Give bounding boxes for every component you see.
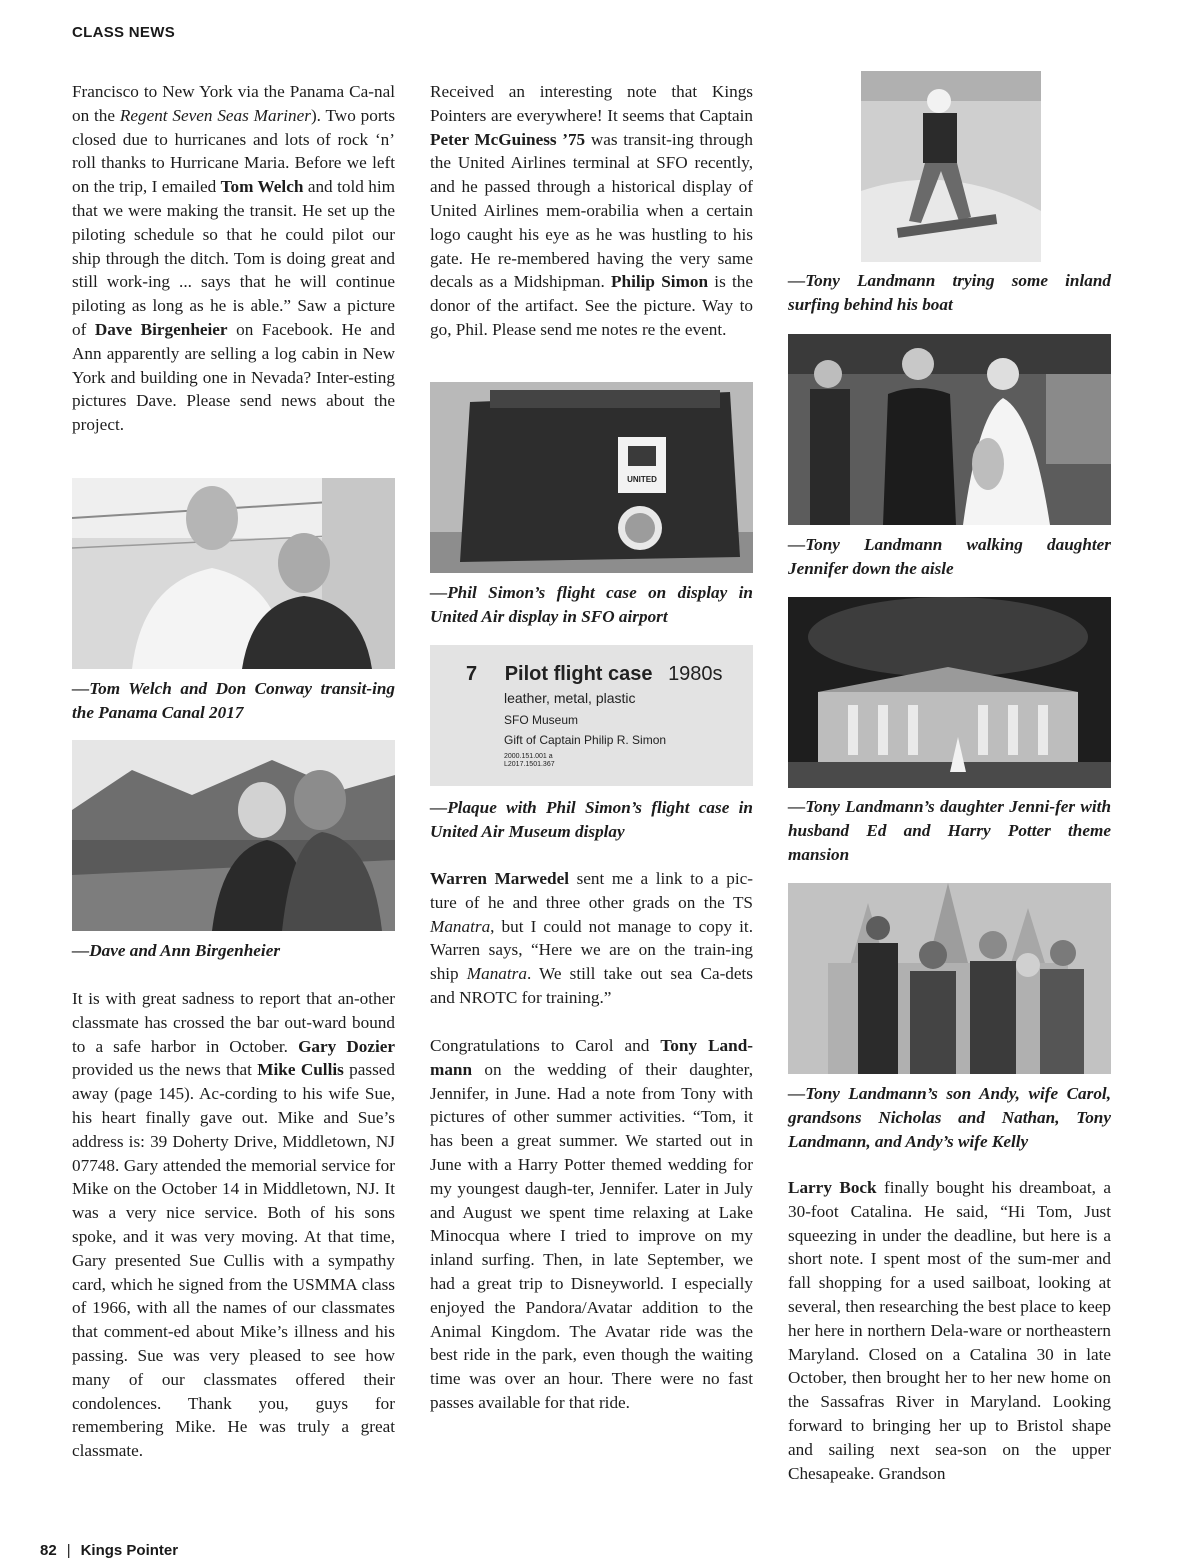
caption-plaque-block (430, 796, 753, 844)
article-paragraph (788, 1176, 1111, 1485)
page-number: 82 (40, 1542, 57, 1559)
photo-plaque (430, 645, 753, 786)
text-run: and told him that we were making the transit. He set up the piloting schedule so that he could pilot our ship through the ditch. Tom is doing great and still work-ing ... says that he will continue piloting as long as he is able.” Saw a picture of (72, 177, 395, 339)
caption-mansion-block (788, 795, 1111, 866)
article-paragraph (72, 80, 395, 437)
caption-family-disney-block (788, 1082, 1111, 1153)
photo-inland-surfing (861, 71, 1041, 262)
caption-birgenheier-block (72, 939, 395, 963)
plaque-id-1: 2000.151.001 a (504, 753, 553, 760)
photo-caption: —Tony Landmann’s daughter Jenni-fer with husband Ed and Harry Potter theme mansion (788, 797, 1111, 864)
photo-caption: —Dave and Ann Birgenheier (72, 941, 281, 960)
text-run: Francisco to New York via the Panama Ca-nal on the (72, 82, 395, 125)
photo-welch-conway (72, 478, 395, 669)
text-run: . We still take out sea Ca-dets and NROTC for training.” (430, 964, 753, 1007)
article-paragraph (430, 867, 753, 1010)
bold-name: Tony Land-mann (430, 1036, 753, 1079)
italic-title: Manatra (430, 916, 491, 936)
text-run: ). Two ports closed due to hurricanes and lots of rock ‘n’ roll thanks to Hurricane Maria. Before we left on the trip, I emailed (72, 105, 396, 197)
column-2-lower (430, 1034, 753, 1415)
photo-caption: —Tony Landmann trying some inland surfing behind his boat (788, 271, 1111, 314)
article-paragraph (72, 987, 395, 1463)
text-run: Congratulations to Carol and (430, 1036, 661, 1055)
text-run: passed away (page 145). Ac-cording to his wife Sue, his heart finally gave out. Mike and Sue’s address is: 39 Doherty Drive, Middletown, NJ 07748. Gary attended the memorial service for Mike on the October 14 in Middletown, NJ. It was a very nice service. Both of his sons spoke, and it was very moving. At that time, Gary presented Sue Cullis with a sympathy card, which he signed from the USMMA class of 1966, with all the names of our classmates that comment-ed about Mike’s illness and his passing. Sue was very pleased to see how many of our classmates offered their condolences. Thank you, guys for remembering Mike. He was truly a great classmate. (72, 1060, 395, 1461)
bold-name: Gary Dozier (298, 1036, 395, 1056)
column-1 (72, 80, 395, 437)
plaque-gift: Gift of Captain Philip R. Simon (504, 733, 667, 747)
photo-caption: —Phil Simon’s flight case on display in United Air display in SFO airport (430, 583, 753, 626)
bold-name: Warren Marwedel (430, 869, 570, 888)
text-run: was transit-ing through the United Airlines terminal at SFO recently, and he passed through a historical display of United Airlines mem-orabilia when a certain logo caught his eye as he was hustling to his gate. He re-membered having the very same decals as a Midshipman. (430, 129, 753, 292)
text-run: is the donor of the artifact. See the picture. Way to go, Phil. Please send me notes re the event. (430, 272, 753, 339)
text-run: on Facebook. He and Ann apparently are selling a log cabin in New York and building one in Nevada? Inter-esting pictures Dave. Please send news about the project. (72, 319, 395, 435)
article-paragraph (430, 1034, 753, 1415)
photo-caption: —Tom Welch and Don Conway transit-ing the Panama Canal 2017 (72, 679, 395, 722)
plaque-materials: leather, metal, plastic (504, 690, 636, 706)
plaque-year: 1980s (668, 663, 723, 685)
bold-name: Mike Cullis (257, 1060, 344, 1080)
bold-name: Tom Welch (220, 177, 304, 197)
photo-birgenheier (72, 740, 395, 931)
plaque-title: Pilot flight case (504, 663, 653, 685)
united-decal-text: UNITED (627, 475, 657, 484)
bold-name: Larry Bock (788, 1178, 877, 1197)
photo-wedding-aisle (788, 334, 1111, 525)
column-3-lower (788, 1176, 1111, 1485)
column-2 (430, 80, 753, 342)
text-run: Received an interesting note that Kings Pointers are everywhere! It seems that Captain (430, 82, 753, 125)
photo-caption: —Tony Landmann’s son Andy, wife Carol, grandsons Nicholas and Nathan, Tony Landmann, and Andy’s wife Kelly (788, 1084, 1111, 1151)
text-run: finally bought his dreamboat, a 30-foot Catalina. He said, “Hi Tom, Just squeezing in under the deadline, but here is a short note. I spent most of the sum-mer and fall shopping for a used sailboat, looking at several, then researching the best place to keep her here in northern Dela-ware or northeastern Maryland. Closed on a Catalina 30 in late October, then brought her to her new home on the Sassafras River in Maryland. Looking forward to bringing her up to Bristol shape and sailing next sea-son on the upper Chesapeake. Grandson (788, 1178, 1111, 1483)
bold-name: Dave Birgenheier (94, 319, 228, 339)
photo-caption: —Tony Landmann walking daughter Jennifer down the aisle (788, 535, 1111, 578)
column-2-middle (430, 867, 753, 1010)
page-footer (40, 1542, 178, 1559)
caption-welch-conway-block (72, 677, 395, 725)
italic-title: Manatra (466, 964, 527, 984)
photo-caption: —Plaque with Phil Simon’s flight case in United Air Museum display (430, 798, 753, 841)
column-1-lower (72, 987, 395, 1463)
text-run: on the wedding of their daughter, Jennifer, in June. Had a note from Tony with pictures of other summer activities. “Tom, it has been a great summer. We started out in June with a Harry Potter themed wedding for my youngest daugh-ter, Jennifer. Later in July and August we spent time relaxing at Lake Minocqua where I tried to improve on my inland surfing. Then, in late September, we had a great trip to Disneyworld. I especially enjoyed the Pandora/Avatar addition to the Animal Kingdom. The Avatar ride was the best ride in the park, even though the waiting time was over an hour. There were no fast passes available for that ride. (430, 1059, 753, 1412)
publication-name: Kings Pointer (80, 1542, 179, 1559)
text-run: , but I could not manage to copy it. Warren says, “Here we are on the train-ing ship (430, 916, 753, 984)
plaque-id-2: L2017.1501.367 (504, 761, 555, 768)
caption-wedding-aisle-block (788, 533, 1111, 581)
section-header: CLASS NEWS (72, 24, 176, 41)
text-run: sent me a link to a pic-ture of he and three other grads on the TS (430, 869, 753, 912)
plaque-number: 7 (466, 663, 478, 685)
photo-mansion (788, 597, 1111, 788)
bold-name: Philip Simon (611, 272, 709, 292)
footer-separator: | (66, 1542, 71, 1559)
text-run: provided us the news that (72, 1060, 258, 1080)
bold-name: Peter McGuiness ’75 (430, 129, 586, 149)
photo-family-disney (788, 883, 1111, 1074)
italic-title: Regent Seven Seas Mariner (119, 105, 311, 125)
caption-flight-case-block (430, 581, 753, 629)
article-paragraph (430, 80, 753, 342)
caption-inland-surfing-block (788, 269, 1111, 317)
plaque-museum: SFO Museum (504, 713, 579, 727)
photo-flight-case (430, 382, 753, 573)
text-run: It is with great sadness to report that an-other classmate has crossed the bar out-ward bound to a safe harbor in October. (72, 989, 395, 1056)
